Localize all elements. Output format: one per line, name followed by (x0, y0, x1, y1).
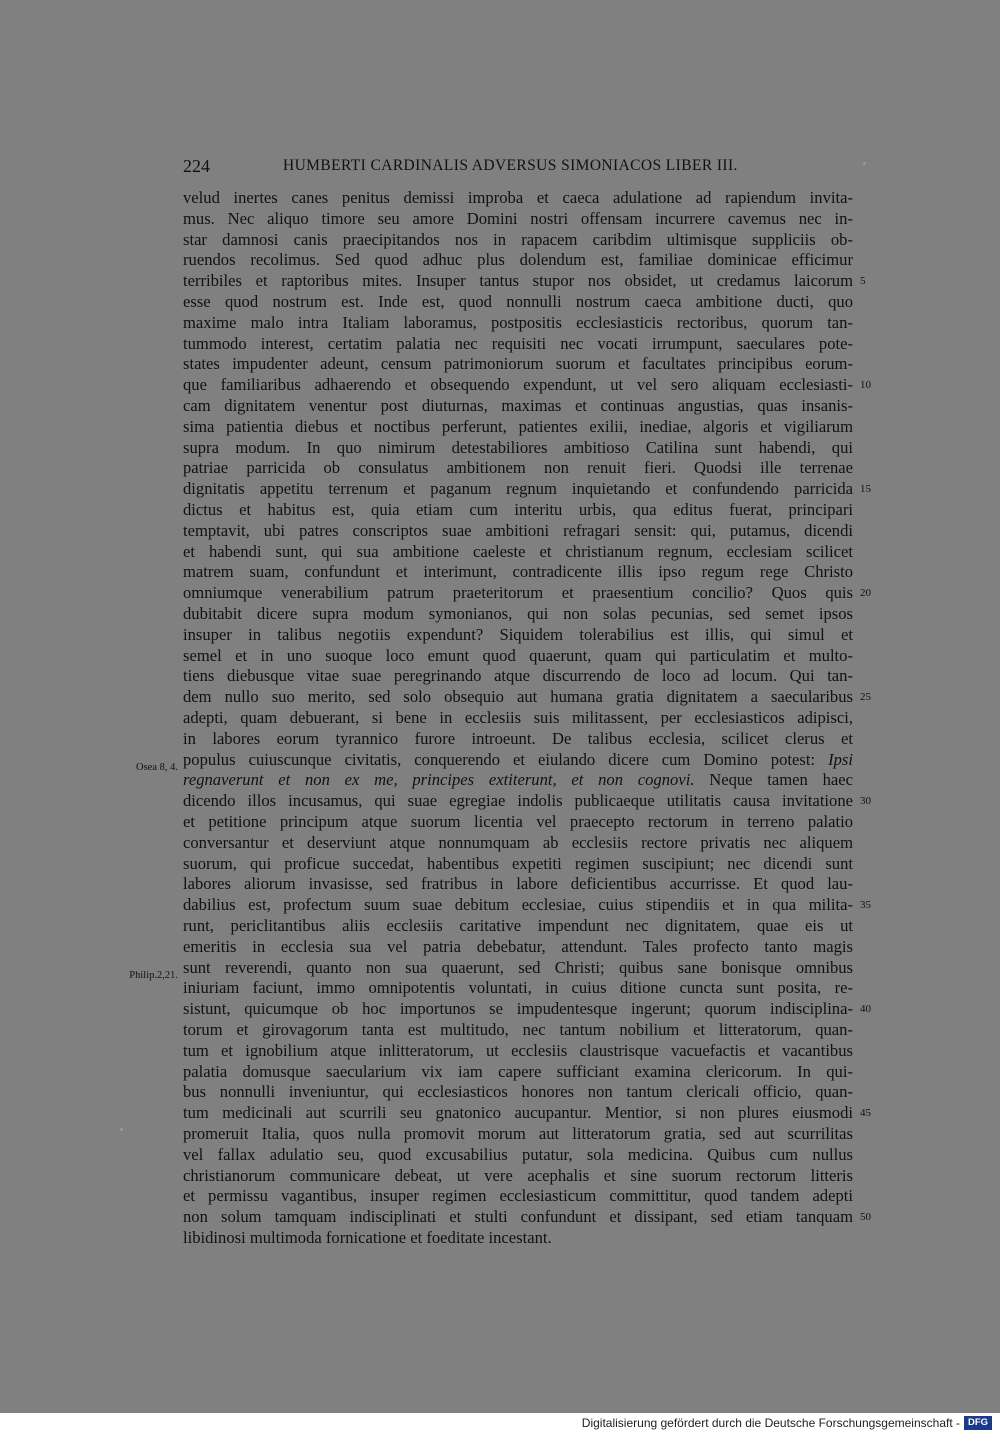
text-line: sima patientia diebus et noctibus perferunt, patientes exilii, inediae, algoris et vigiliarum (183, 416, 853, 436)
text-line: semel et in uno suoque loco emunt quod quaerunt, quam qui particulatim et multo- (183, 645, 853, 665)
line-number: 50 (860, 1211, 871, 1224)
text-line: dicendo illos incusamus, qui suae egregiae indolis publicaeque utilitatis causa invitatione (183, 791, 853, 811)
text-line: omniumque venerabilium patrum praeteritorum et praesentium concilio? Quos quis (183, 583, 853, 603)
text-line: torum et girovagorum tanta est multitudo, nec tantum nobilium et litteratorum, quan- (183, 1020, 853, 1039)
text-line: dignitatis appetitu terrenum et paganum regnum inquietando et confundendo parricida (183, 479, 853, 499)
text-line: sunt reverendi, quanto non sua quaerunt, sed Christi; quibus sane bonisque omnibus (183, 957, 853, 977)
text-line: maxime malo intra Italiam laboramus, postpositis ecclesiasticis rectoribus, quorum tan- (183, 312, 853, 332)
text-line: mus. Nec aliquo timore seu amore Domini nostri offensam incurrere cavemus nec in- (183, 208, 853, 228)
text-line: temptavit, ubi patres conscriptos suae ambitioni refragari sensit: qui, putamus, dicendi (183, 520, 853, 540)
line-number: 5 (860, 275, 866, 288)
text-line: palatia domusque saecularium vix iam capere sufficiant examina clericorum. In qui- (183, 1061, 853, 1081)
scripture-quote: regnaverunt et non ex me, principes extiterunt, et non cognovi. (183, 770, 695, 790)
text-line: dabilius est, profectum suum suae debitum ecclesiae, cuius stipendiis et in qua milita- (183, 895, 853, 915)
footer-bar (0, 1413, 1000, 1434)
text-line: et permissu vagantibus, insuper regimen ecclesiasticum committitur, quod tandem adepti (183, 1186, 853, 1206)
footer-credit: Digitalisierung gefördert durch die Deutsche Forschungsgemeinschaft - (581, 1416, 960, 1430)
scripture-quote: Ipsi (828, 749, 853, 769)
text-line: insuper in talibus negotiis expendunt? Siquidem tolerabilius est illis, qui simul et (183, 624, 853, 644)
text-line: dem nullo suo merito, sed solo obsequio aut humana gratia dignitatem a saecularibus (183, 687, 853, 707)
running-head (183, 156, 853, 180)
text-line (183, 750, 853, 771)
text-line: dubitabit dicere supra modum symonianos, qui non solas pecunias, sed semet ipsos (183, 604, 853, 623)
text-segment: populus cuiuscunque civitatis, conquerendo et eiulando dicere cum Domino potest: (183, 749, 816, 769)
text-line: labores aliorum invasisse, sed fratribus in labore deficientibus accurrisse. Et quod lau- (183, 874, 853, 894)
text-line: states impudenter adeunt, censum patrimoniorum suorum et facultates principibus eorum- (183, 354, 853, 374)
text-line: vel fallax adulatio seu, quod excusabilius putatur, sola medicina. Quibus cum nullus (183, 1144, 853, 1164)
text-segment: Neque tamen haec (709, 770, 853, 790)
text-line: velud inertes canes penitus demissi improba et caeca adulatione ad rapiendum invita- (183, 188, 853, 207)
text-line: iniuriam faciunt, immo omnipotentis voluntati, in cuius ditione cuncta sunt posita, re- (183, 978, 853, 998)
text-line: non solum tamquam indisciplinati et stulti confundunt et dissipant, sed etiam tanquam (183, 1207, 853, 1227)
text-line: patriae parricida ob consulatus ambitionem non renuit fieri. Quodsi ille terrenae (183, 458, 853, 478)
text-line: adepti, quam debuerant, si bene in ecclesiis suis militassent, per ecclesiasticos adipisci, (183, 708, 853, 727)
margin-reference-osea: Osea 8, 4. (136, 762, 178, 773)
line-number: 30 (860, 795, 871, 808)
text-line: christianorum communicare debeat, ut vere acephalis et sine suorum rectorum litteris (183, 1165, 853, 1185)
running-title: HUMBERTI CARDINALIS ADVERSUS SIMONIACOS LIBER III. (283, 157, 738, 174)
text-line: matrem suam, confundunt et interimunt, contradicente illis ipso regum rege Christo (183, 562, 853, 582)
line-number: 40 (860, 1003, 871, 1016)
text-line: tiens diebusque vitae suae peregrinando atque discurrendo de loco ad locum. Qui tan- (183, 666, 853, 686)
text-line: et habendi sunt, qui sua ambitione caeleste et christianum regnum, ecclesiam scilicet (183, 541, 853, 561)
text-line: dictus et habitus est, quia etiam cum interitu urbis, qua editus fuerat, principari (183, 500, 853, 519)
text-line: cam dignitatem venentur post diuturnas, maximas et continuas angustias, quas insanis- (183, 396, 853, 415)
text-line: suorum, qui proficue succedat, habentibus expetiti regimen suscipiunt; nec dicendi sunt (183, 853, 853, 873)
text-line: sistunt, quicumque ob hoc importunos se impudentesque ingerunt; quorum indisciplina- (183, 999, 853, 1019)
text-line: que familiaribus adhaerendo et obsequendo expendunt, ut vel sero aliquam ecclesiasti- (183, 375, 853, 395)
line-number: 25 (860, 691, 871, 704)
text-line: emeritis in ecclesia sua vel patria debebatur, attendunt. Tales profecto tanto magis (183, 936, 853, 956)
text-line: terribiles et raptoribus mites. Insuper tantus stupor nos obsidet, ut credamus laicorum (183, 271, 853, 291)
line-number: 35 (860, 899, 871, 912)
text-line: promeruit Italia, quos nulla promovit morum aut litteratorum gratia, sed aut scurrilitas (183, 1124, 853, 1143)
text-line: bus nonnulli inveniuntur, qui ecclesiasticos honores non tantum clericali officio, quan- (183, 1082, 853, 1102)
text-line: libidinosi multimoda fornicatione et foeditate incestant. (183, 1228, 552, 1247)
text-line: tum medicinali aut scurrili seu gnatonico aucupantur. Mentior, si non plures eiusmodi (183, 1103, 853, 1123)
scan-speck (863, 162, 866, 165)
margin-reference-philip: Philip.2,21. (129, 970, 178, 981)
text-line: esse quod nostrum est. Inde est, quod nonnulli nostrum caeca ambitione ducti, quo (183, 292, 853, 311)
text-line: ruendos recolimus. Sed quod adhuc plus dolendum est, familiae dominicae efficimur (183, 250, 853, 270)
text-line: conversantur et deserviunt atque nonnumquam ab ecclesiis rectore privatis nec aliquem (183, 832, 853, 852)
text-line: et petitione principum atque suorum licentia vel praecepto rectorum in terreno palatio (183, 812, 853, 831)
line-number: 10 (860, 379, 871, 392)
line-number: 20 (860, 587, 871, 600)
line-number: 15 (860, 483, 871, 496)
text-line: supra modum. In quo nimirum detestabiliores ambitioso Catilina sunt habendi, qui (183, 437, 853, 457)
text-line: star damnosi canis praecipitandos nos in rapacem caribdim ultimisque suppliciis ob- (183, 229, 853, 249)
text-line: tum et ignobilium atque inlitteratorum, ut ecclesiis claustrisque vacuefactis et vacantibus (183, 1040, 853, 1060)
page-number: 224 (183, 156, 210, 176)
text-line: in labores eorum tyrannico furore introeunt. De talibus ecclesia, scilicet clerus et (183, 728, 853, 748)
text-line: runt, periclitantibus aliis ecclesiis caritative impendunt nec dignitatem, quae eis ut (183, 916, 853, 935)
scan-speck (120, 1128, 123, 1131)
line-number: 45 (860, 1107, 871, 1120)
text-line (183, 770, 853, 791)
text-line: tummodo interest, certatim palatia nec requisiti nec vocati irrumpunt, saeculares pote- (183, 333, 853, 353)
dfg-logo: DFG (964, 1416, 992, 1430)
